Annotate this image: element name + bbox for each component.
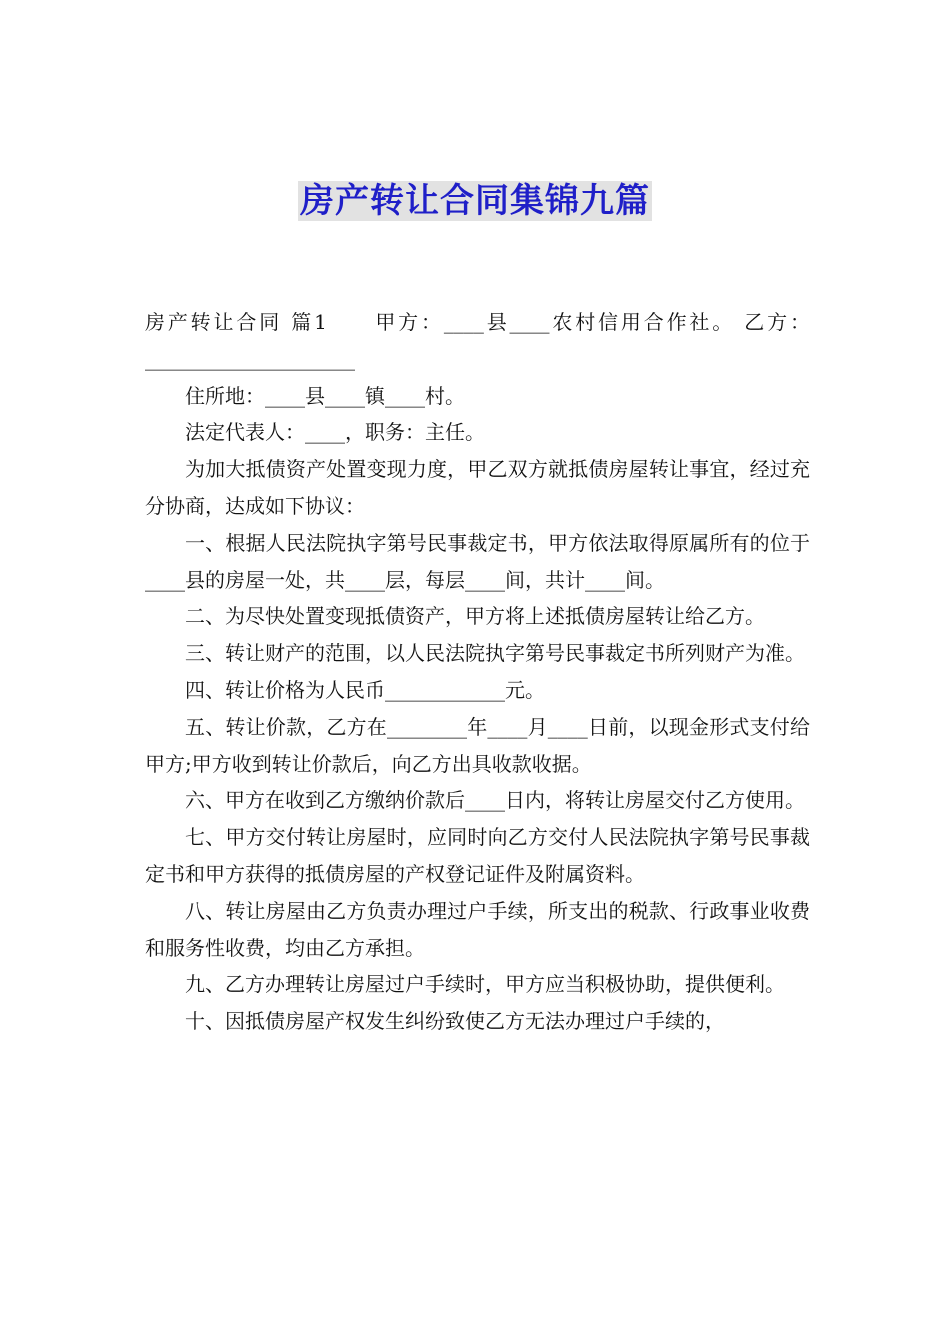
paragraph-clause-2: 二、为尽快处置变现抵债资产，甲方将上述抵债房屋转让给乙方。 <box>185 604 765 629</box>
paragraph-address: 住所地：____县____镇____村。 <box>185 383 465 408</box>
document-body <box>145 304 810 1040</box>
paragraph-clause-4: 四、转让价格为人民币____________元。 <box>185 677 545 702</box>
paragraph-clause-10: 十、因抵债房屋产权发生纠纷致使乙方无法办理过户手续的， <box>185 1009 725 1034</box>
paragraph-clause-8: 八、转让房屋由乙方负责办理过户手续，所支出的税款、行政事业收费和服务性收费，均由乙方承担。 <box>145 898 810 960</box>
paragraph-parties: 房产转让合同 篇1 甲方：____县____农村信用合作社。 乙方：_____________________ <box>145 310 810 371</box>
paragraph-clause-5: 五、转让价款，乙方在________年____月____日前，以现金形式支付给甲方;甲方收到转让价款后，向乙方出具收款收据。 <box>145 714 810 776</box>
paragraph-clause-9: 九、乙方办理转让房屋过户手续时，甲方应当积极协助，提供便利。 <box>185 972 785 997</box>
paragraph-clause-1: 一、根据人民法院执字第号民事裁定书，甲方依法取得原属所有的位于____县的房屋一处，共____层，每层____间，共计____间。 <box>145 530 810 592</box>
paragraph-legal-representative: 法定代表人：____，职务：主任。 <box>185 420 485 445</box>
paragraph-clause-6: 六、甲方在收到乙方缴纳价款后____日内，将转让房屋交付乙方使用。 <box>185 788 805 813</box>
paragraph-clause-7: 七、甲方交付转让房屋时，应同时向乙方交付人民法院执字第号民事裁定书和甲方获得的抵债房屋的产权登记证件及附属资料。 <box>145 825 810 886</box>
document-title <box>0 178 950 230</box>
paragraph-preamble: 为加大抵债资产处置变现力度，甲乙双方就抵债房屋转让事宜，经过充分协商，达成如下协议： <box>145 457 810 518</box>
document-title-text: 房产转让合同集锦九篇 <box>300 181 650 221</box>
paragraph-clause-3: 三、转让财产的范围，以人民法院执字第号民事裁定书所列财产为准。 <box>185 641 805 666</box>
